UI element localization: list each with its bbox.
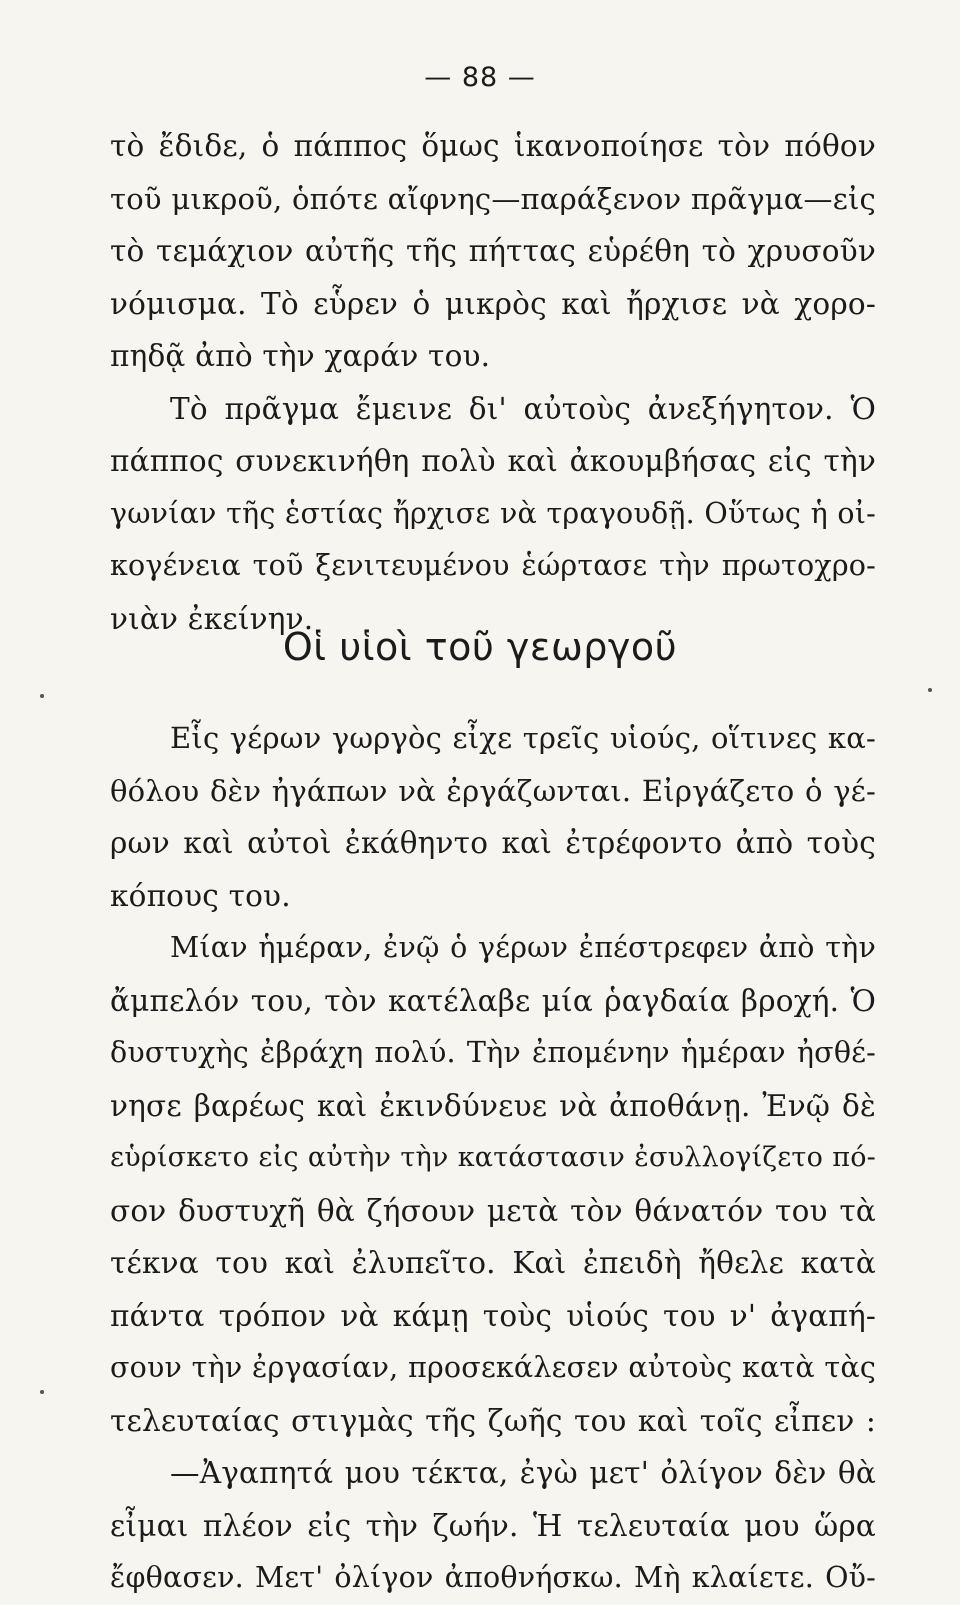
text-line: ἔφθασεν. Μετ' ὀλίγον ἀποθνήσκω. Μὴ κλαίετε. Οὔ- — [110, 1561, 876, 1594]
text-block-top — [110, 120, 876, 645]
text-line: δυστυχὴς ἐβράχη πολύ. Τὴν ἐπομένην ἡμέραν ἠσθέ- — [110, 1036, 876, 1069]
text-line: —Ἀγαπητά μου τέκτα, ἐγὼ μετ' ὀλίγον δὲν θὰ — [170, 1456, 876, 1490]
text-line: πάντα τρόπον νὰ κάμῃ τοὺς υἱούς του ν' ἀγαπή- — [110, 1298, 876, 1333]
text-line: ρων καὶ αὐτοὶ ἐκάθηντο καὶ ἐτρέφοντο ἀπὸ τοὺς — [110, 826, 876, 860]
text-line: σουν τὴν ἐργασίαν, προσεκάλεσεν αὐτοὺς κατὰ τὰς — [110, 1351, 876, 1384]
text-line: σον δυστυχῆ θὰ ζήσουν μετὰ τὸν θάνατόν του τὰ — [110, 1193, 876, 1228]
text-line: τοῦ μικροῦ, ὁπότε αἴφνης—παράξενον πρᾶγμα—εἰς — [110, 181, 876, 216]
text-line: θόλου δὲν ἠγάπων νὰ ἐργάζωνται. Εἰργάζετο ὁ γέ- — [110, 773, 876, 808]
text-line: εὑρίσκετο εἰς αὐτὴν τὴν κατάστασιν ἐσυλλογίζετο πό- — [110, 1142, 876, 1173]
page-number: — 88 — — [424, 62, 536, 93]
text-line: νιὰν ἐκείνην. — [110, 601, 314, 636]
section-heading: Οἱ υἱοὶ τοῦ γεωργοῦ — [282, 625, 678, 669]
text-line: κογένεια τοῦ ξενιτευμένου ἑώρτασε τὴν πρωτοχρο- — [110, 549, 876, 582]
margin-dot — [40, 694, 44, 698]
text-block-bottom — [110, 712, 876, 1605]
text-line: τὸ τεμάχιον αὐτῆς τῆς πήττας εὑρέθη τὸ χρυσοῦν — [110, 234, 876, 268]
paragraph-5 — [110, 1447, 876, 1605]
text-line: ἄμπελόν του, τὸν κατέλαβε μία ῥαγδαία βροχή. Ὁ — [110, 983, 876, 1018]
paragraph-4 — [110, 922, 876, 1447]
paragraph-3 — [110, 712, 876, 922]
paragraph-2 — [110, 383, 876, 646]
text-line: κόπους του. — [110, 878, 291, 913]
paragraph-1 — [110, 120, 876, 383]
text-line: Μίαν ἡμέραν, ἐνῷ ὁ γέρων ἐπέστρεφεν ἀπὸ τὴν — [170, 931, 876, 964]
text-line: εἶμαι πλέον εἰς τὴν ζωήν. Ἡ τελευταία μου ὥρα — [110, 1508, 876, 1543]
text-line: νησε βαρέως καὶ ἐκινδύνευε νὰ ἀποθάνῃ. Ἐνῷ δὲ — [110, 1088, 876, 1123]
text-line: νόμισμα. Τὸ εὗρεν ὁ μικρὸς καὶ ἤρχισε νὰ χορο- — [110, 286, 876, 321]
margin-dot — [40, 1390, 44, 1394]
text-line: τὸ ἔδιδε, ὁ πάππος ὅμως ἱκανοποίησε τὸν πόθον — [110, 129, 876, 163]
text-line: γωνίαν τῆς ἑστίας ἤρχισε νὰ τραγουδῇ. Οὕτως ἡ οἰ- — [110, 496, 876, 530]
text-line: πηδᾷ ἀπὸ τὴν χαράν του. — [110, 339, 491, 373]
margin-dot — [928, 688, 932, 692]
text-line: πάππος συνεκινήθη πολὺ καὶ ἀκουμβήσας εἰς τὴν — [110, 444, 876, 478]
text-line: Τὸ πρᾶγμα ἔμεινε δι' αὐτοὺς ἀνεξήγητον. Ὁ — [170, 391, 876, 426]
text-line: Εἷς γέρων γωργὸς εἶχε τρεῖς υἱούς, οἵτινες κα- — [170, 721, 876, 755]
text-line: τέκνα του καὶ ἐλυπεῖτο. Καὶ ἐπειδὴ ἤθελε κατὰ — [110, 1246, 876, 1280]
text-line: τελευταίας στιγμὰς τῆς ζωῆς του καὶ τοῖς εἶπεν : — [110, 1403, 876, 1438]
